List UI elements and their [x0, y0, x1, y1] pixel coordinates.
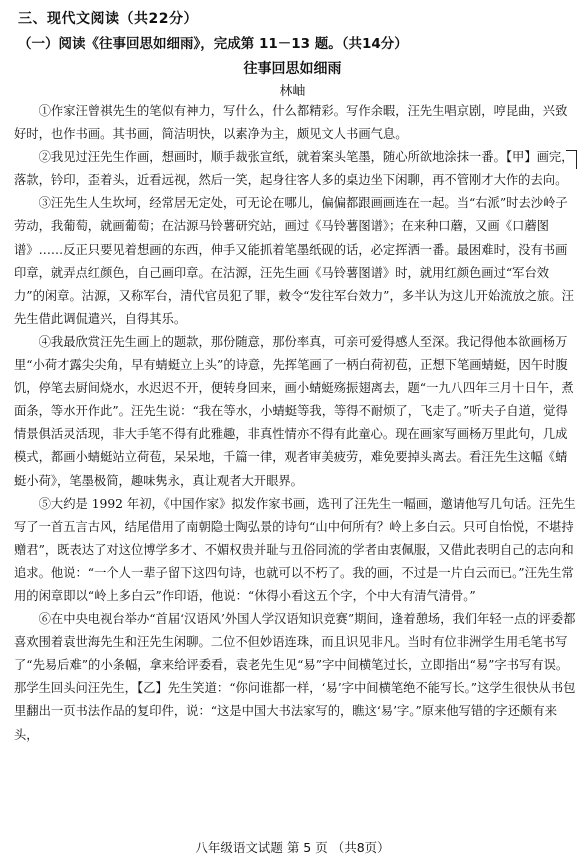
handwritten-bracket-mark: [566, 150, 577, 169]
article-title: 往事回思如细雨: [243, 61, 342, 77]
article-body: [14, 100, 576, 747]
paragraph-4: ④我最欣赏汪先生画上的题款，那份随意，那份率真，可亲可爱得感人至深。我记得他本欲画杨万里“小荷才露尖尖角，早有蜻蜓立上头”的诗意，先挥笔画了一柄白荷初苞，正想下笔画蜻蜓，因午时腹饥，停笔去厨间烧水，水迟迟不开，便转身回来，画小蜻蜓殇振翅离去，题“一九八四年三月十日午，煮面条，等水开作此”。汪先生说：“我在等水，小蜻蜓等我，等得不耐烦了，飞走了。”听夫子自道，觉得情景俱活灵活现，非大手笔不得有此雅趣，非真性情亦不得有此童心。现在画家写画杨万里此句，几成模式，都画小蜻蜓站立荷苞，呆呆地，千篇一律，观者审美疲劳，难免要掉头离去。看汪先生这幅《蜻蜓小荷》，笔墨极简，趣味隽永，真让观者大开眼界。: [14, 334, 574, 488]
page-footer: 八年级语文试题 第 5 页 （共8页）: [195, 840, 390, 855]
article-author: 林岫: [279, 84, 306, 99]
paragraph-6: ⑥在中央电视台举办“首届‘汉语风’外国人学汉语知识竞赛”期间，逢着憩场，我们年轻一点的评委都喜欢围着袁世海先生和汪先生闲聊。二位不但妙语连珠，而且识见非凡。当时有位非洲学生用毛笔书写了“先易后难”的小条幅，拿来给评委看，袁老先生见“易”字中间横笔过长，立即指出“易”字书写有误。那学生回头问汪先生，【乙】先生笑道：“你问谁都一样，‘易’字中间横笔绝不能写长。”这学生很快从书包里翻出一页书法作品的复印件，说：“这是中国大书法家写的，瞧这‘易’字。”原来他写错的字还颇有来头，: [14, 612, 576, 742]
section-header: 三、现代文阅读（共22分）: [18, 11, 198, 27]
paragraph-5: ⑤大约是 1992 年初，《中国作家》拟发作家书画，选刊了汪先生一幅画，邀请他写几句话。汪先生写了一首五言古风，结尾借用了南朝隐士陶弘景的诗句“山中何所有？岭上多白云。只可自怡悦，不堪持赠君”，既表达了对这位博学多才、不媚权贵并耻与丑俗同流的学者由衷佩服，又借此表明自己的志向和追求。他说：“一个人一辈子留下这四句诗，也就可以不朽了。我的画，不过是一片白云而已。”汪先生常用的闲章即以“岭上多白云”作印语，他说：“休得小看这五个字，个中大有清气清骨。”: [14, 496, 576, 603]
paragraph-2: ②我见过汪先生作画，想画时，顺手裁张宣纸，就着案头笔墨，随心所欲地涂抹一番。【甲】画完，落款，钤印，歪着头，近看远视，然后一笑，起身往客人多的桌边坐下闲聊，再不管刚才大作的去向。: [14, 150, 574, 188]
paragraph-1: ①作家汪曾祺先生的笔似有神力，写什么，什么都精彩。写作余暇，汪先生唱京剧，哼昆曲，兴致好时，也作书画。其书画，简洁明快，以素净为主，颇见文人书画气息。: [14, 104, 568, 142]
subsection-header: （一）阅读《往事回思如细雨》，完成第 11－13 题。（共14分）: [18, 36, 408, 52]
paragraph-3: ③汪先生人生坎坷，经常居无定处，可无论在哪儿，偏偏都跟画画连在一起。当“右派”时去沙岭子劳动，我葡萄，就画葡萄；在沽源马铃薯研究站，画过《马铃薯图谱》；在来种口蘑，又画《口蘑图谱》……反正只要见着想画的东西，伸手又能抓着笔墨纸砚的话，必定挥洒一番。最困难时，没有书画印章，就弄点红颜色，自己画印章。在沽源，汪先生画《马铃薯图谱》时，就用红颜色画过“军台效力”的闲章。沽源，又称军台，清代官员犯了罪，敕令“发往军台效力”，多半认为这儿开始流放之旅。汪先生借此调侃遣兴，自得其乐。: [14, 196, 574, 326]
